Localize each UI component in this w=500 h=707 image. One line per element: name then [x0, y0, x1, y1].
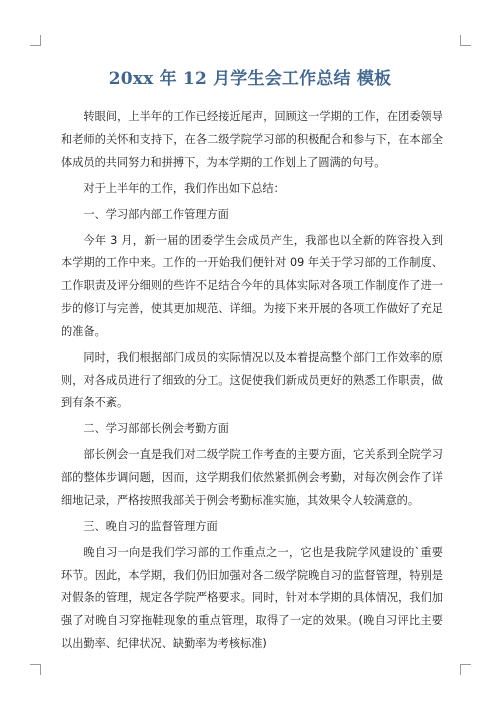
- crop-mark-bottom-left: [30, 664, 41, 675]
- paragraph-summary-lead: 对于上半年的工作，我们作出如下总结：: [83, 181, 285, 195]
- crop-mark-top-right: [460, 35, 471, 46]
- crop-mark-top-left: [30, 35, 41, 46]
- document-title: 20xx 年 12 月学生会工作总结 模板: [108, 69, 392, 89]
- paragraph-section-1b: 同时，我们根据部门成员的实际情况以及本着提高整个部门工作效率的原则，对各成员进行了细致的分工。这促使我们新成员更好的熟悉工作职责，做到有条不紊。: [61, 350, 443, 410]
- paragraph-section-3: 晚自习一向是我们学习部的工作重点之一，它也是我院学风建设的`重要环节。因此，本学期，我们仍旧加强对各二级学院晚自习的监督管理，特别是对假条的管理，规定各学院严格要求。同时，针对本学期的具体情况，我们加强了对晚自习穿拖鞋现象的重点管理，取得了一定的效果。(晚自习评比主要以出勤率、纪律状况、缺勤率为考核标准): [61, 545, 443, 651]
- section-heading-3: 三、晚自习的监督管理方面: [83, 519, 218, 533]
- section-heading-1: 一、学习部内部工作管理方面: [83, 207, 229, 221]
- paragraph-intro: 转眼间，上半年的工作已经接近尾声，回顾这一学期的工作，在团委领导和老师的关怀和支持下，在各二级学院学习部的积极配合和参与下，在本部全体成员的共同努力和拼搏下，为本学期的工作划上了圆满的句号。: [61, 110, 443, 169]
- section-heading-2: 二、学习部部长例会考勤方面: [83, 422, 229, 436]
- document-body: [61, 106, 443, 659]
- paragraph-section-2: 部长例会一直是我们对二级学院工作考查的主要方面，它关系到全院学习部的整体步调问题，因而，这学期我们依然紧抓例会考勤，对每次例会作了详细地记录，严格按照我部关于例会考勤标准实施，其效果令人较满意的。: [61, 448, 443, 507]
- paragraph-section-1a: 今年 3 月，新一届的团委学生会成员产生，我部也以全新的阵容投入到本学期的工作中来。工作的一开始我们便针对 09 年关于学习部的工作制度、工作职责及评分细则的些许不足结合今年的具体实际对各项工作制度作了进一步的修订与完善，使其更加规范、详细。为接下来开展的各项工作做好了充足的准备。: [61, 233, 443, 338]
- crop-mark-bottom-right: [460, 664, 471, 675]
